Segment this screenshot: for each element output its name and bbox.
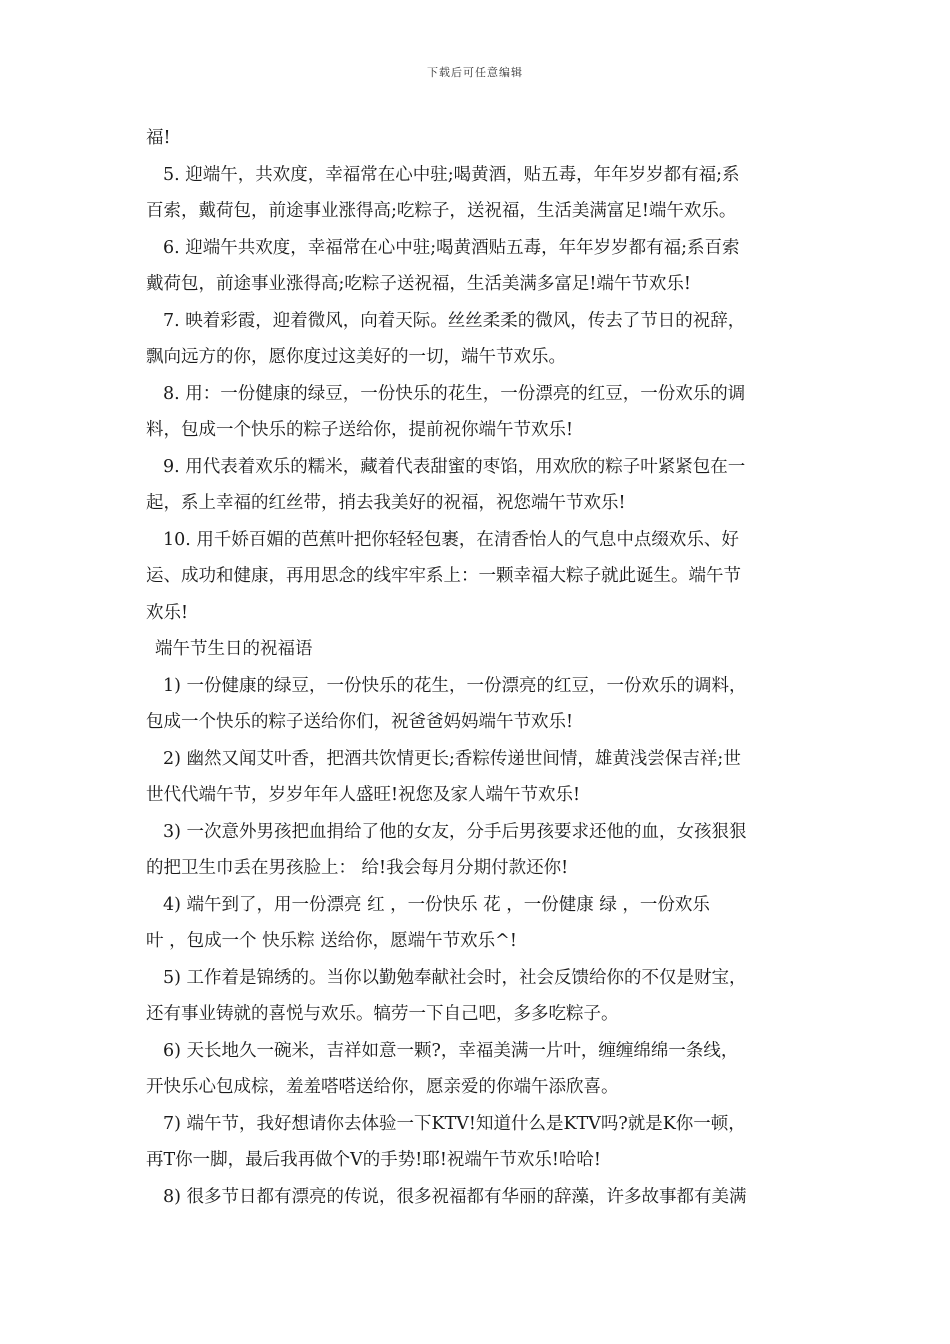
text-line: 2) 幽然又闻艾叶香，把酒共饮情更长;香粽传递世间情，雄黄浅尝保吉祥;世 <box>163 748 741 769</box>
text-line: 还有事业铸就的喜悦与欢乐。犒劳一下自己吧，多多吃粽子。 <box>146 1004 619 1024</box>
text-line: 5) 工作着是锦绣的。当你以勤勉奉献社会时，社会反馈给你的不仅是财宝， <box>163 967 747 988</box>
text-line: 8) 很多节日都有漂亮的传说，很多祝福都有华丽的辞藻，许多故事都有美满 <box>163 1186 747 1207</box>
text-line: 6) 天长地久一碗米，吉祥如意一颗?，幸福美满一片叶，缠缠绵绵一条线， <box>163 1040 739 1061</box>
section-heading: 端午节生日的祝福语 <box>155 639 313 659</box>
text-line: 9. 用代表着欢乐的糯米，藏着代表甜蜜的枣馅，用欢欣的粽子叶紧紧包在一 <box>163 456 746 477</box>
text-line: 运、成功和健康，再用思念的线牢牢系上：一颗幸福大粽子就此诞生。端午节 <box>146 566 741 586</box>
text-line: 欢乐! <box>146 602 189 623</box>
text-line: 8. 用：一份健康的绿豆，一份快乐的花生，一份漂亮的红豆，一份欢乐的调 <box>163 383 746 404</box>
text-line: 叶 ，包成一个 快乐粽 送给你，愿端午节欢乐^! <box>146 931 517 951</box>
text-line: 再T你一脚，最后我再做个V的手势!耶!祝端午节欢乐!哈哈! <box>146 1150 601 1170</box>
document-body <box>146 120 806 1215</box>
text-line: 开快乐心包成棕，羞羞嗒嗒送给你，愿亲爱的你端午添欣喜。 <box>146 1077 619 1097</box>
text-line: 3) 一次意外男孩把血捐给了他的女友，分手后男孩要求还他的血，女孩狠狠 <box>163 821 747 842</box>
text-line: 包成一个快乐的粽子送给你们，祝爸爸妈妈端午节欢乐! <box>146 712 574 732</box>
text-line: 1) 一份健康的绿豆，一份快乐的花生，一份漂亮的红豆，一份欢乐的调料， <box>163 675 747 696</box>
text-line: 7) 端午节，我好想请你去体验一下KTV!知道什么是KTV吗?就是K你一顿， <box>163 1113 746 1134</box>
page-header: 下载后可任意编辑 <box>427 66 523 79</box>
text-line: 料，包成一个快乐的粽子送给你，提前祝你端午节欢乐! <box>146 420 574 440</box>
text-line: 的把卫生巾丢在男孩脸上： 给!我会每月分期付款还你! <box>146 858 569 878</box>
text-line: 4) 端午到了，用一份漂亮 红 ，一份快乐 花 ，一份健康 绿 ，一份欢乐 <box>163 894 710 915</box>
text-line: 戴荷包，前途事业涨得高;吃粽子送祝福，生活美满多富足!端午节欢乐! <box>146 274 691 294</box>
text-line: 起，系上幸福的红丝带，捎去我美好的祝福，祝您端午节欢乐! <box>146 493 626 513</box>
text-line: 7. 映着彩霞，迎着微风，向着天际。丝丝柔柔的微风，传去了节日的祝辞， <box>163 310 746 331</box>
text-line: 福! <box>146 128 171 148</box>
text-line: 6. 迎端午共欢度，幸福常在心中驻;喝黄酒贴五毒，年年岁岁都有福;系百索 <box>163 237 740 258</box>
text-line: 世代代端午节，岁岁年年人盛旺!祝您及家人端午节欢乐! <box>146 785 581 805</box>
text-line: 5. 迎端午，共欢度，幸福常在心中驻;喝黄酒，贴五毒，年年岁岁都有福;系 <box>163 164 740 185</box>
text-line: 百索，戴荷包，前途事业涨得高;吃粽子，送祝福，生活美满富足!端午欢乐。 <box>146 201 737 221</box>
text-line: 飘向远方的你，愿你度过这美好的一切，端午节欢乐。 <box>146 347 566 367</box>
text-line: 10. 用千娇百媚的芭蕉叶把你轻轻包裹，在清香怡人的气息中点缀欢乐、好 <box>163 529 739 550</box>
